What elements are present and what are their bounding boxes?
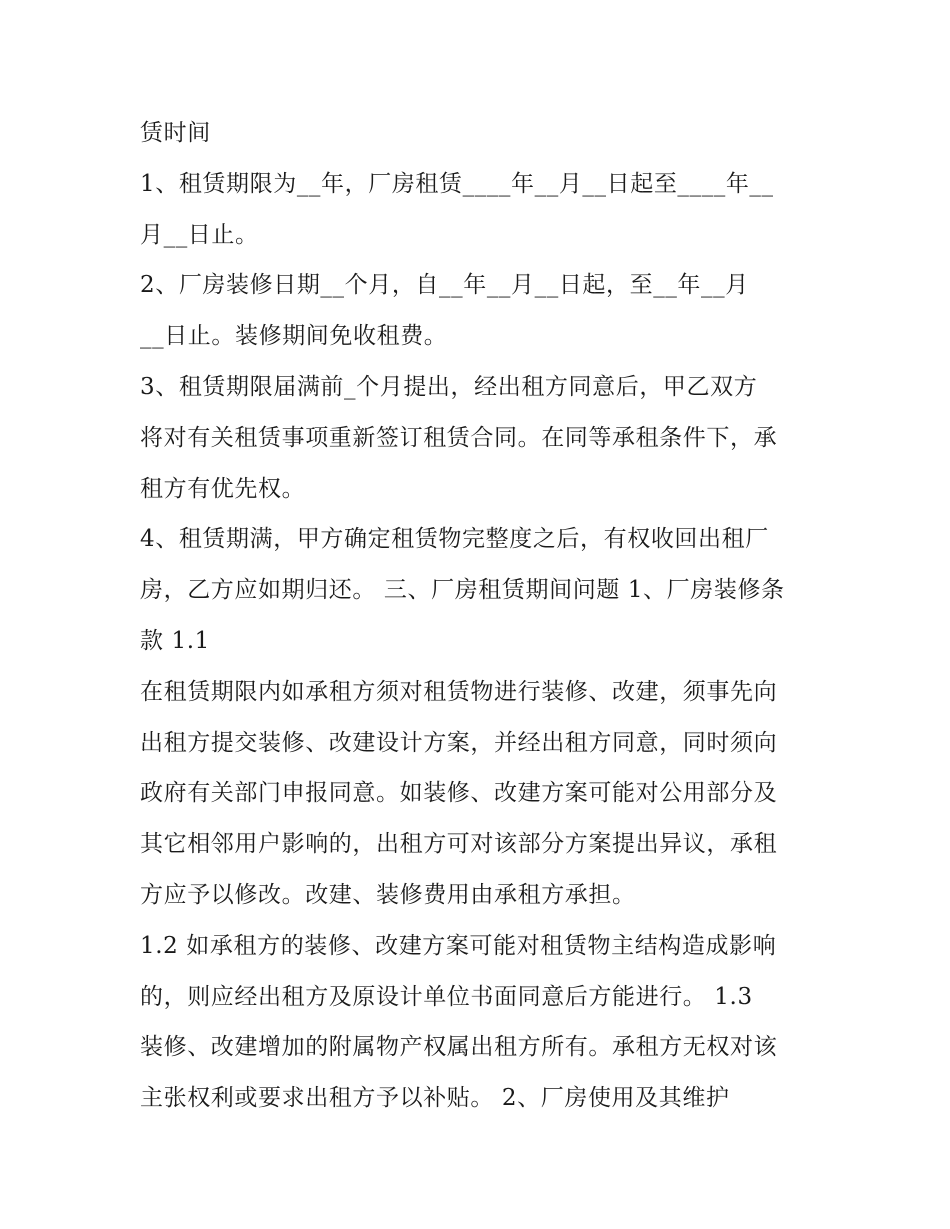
- text-line: 政府有关部门申报同意。如装修、改建方案可能对公用部分及: [140, 780, 778, 807]
- text-line: 装修、改建增加的附属物产权属出租方所有。承租方无权对该: [140, 1034, 778, 1061]
- text-line: 主张权利或要求出租方予以补贴。 2、厂房使用及其维护: [140, 1085, 730, 1112]
- document-body: [140, 108, 820, 1124]
- text-line: 出租方提交装修、改建设计方案，并经出租方同意，同时须向: [140, 729, 778, 756]
- text-line: 方应予以修改。改建、装修费用由承租方承担。: [140, 881, 636, 908]
- text-line: __日止。装修期间免收租费。: [140, 323, 448, 350]
- text-line: 赁时间: [140, 120, 211, 146]
- text-line: 将对有关租赁事项重新签订租赁合同。在同等承租条件下，承: [140, 424, 778, 451]
- text-line: 1.2 如承租方的装修、改建方案可能对租赁物主结构造成影响: [140, 932, 777, 959]
- text-line: 2、厂房装修日期__个月，自__年__月__日起，至__年__月: [140, 272, 749, 299]
- text-line: 月__日止。: [140, 221, 259, 248]
- text-line: 1、租赁期限为__年，厂房租赁____年__月__日起至____年__: [140, 170, 774, 197]
- text-line: 租方有优先权。: [140, 475, 306, 502]
- text-line: 4、租赁期满，甲方确定租赁物完整度之后，有权收回出租厂: [140, 526, 769, 553]
- text-line: 房，乙方应如期归还。 三、厂房租赁期间问题 1、厂房装修条: [140, 577, 785, 604]
- text-line: 款 1.1: [140, 627, 210, 654]
- text-line: 在租赁期限内如承租方须对租赁物进行装修、改建，须事先向: [140, 678, 778, 705]
- text-line: 的，则应经出租方及原设计单位书面同意后方能进行。 1.3: [140, 983, 753, 1010]
- text-line: 其它相邻用户影响的，出租方可对该部分方案提出异议，承租: [140, 831, 778, 858]
- text-line: 3、租赁期限届满前_个月提出，经出租方同意后，甲乙双方: [140, 373, 758, 400]
